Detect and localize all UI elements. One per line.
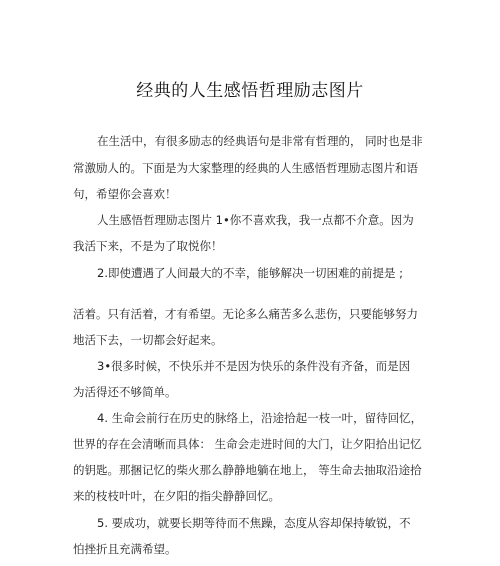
- paragraph-line: 句，希望你会喜欢！: [73, 187, 177, 201]
- paragraph-line: 3•很多时候，不快乐并不是因为快乐的条件没有齐备，而是因: [97, 359, 411, 373]
- paragraph-line: 4. 生命会前行在历史的脉络上，沿途拾起一枝一叶，留待回忆，: [97, 411, 423, 425]
- paragraph-line: 的钥匙。那捆记忆的柴火那么静静地躺在地上， 等生命去抽取沿途拾: [73, 463, 422, 477]
- document-title: 经典的人生感悟哲理励志图片: [136, 81, 364, 101]
- paragraph-line: 活着。只有活着，才有希望。无论多么痛苦多么悲伤，只要能够努力: [73, 307, 418, 321]
- paragraph-line: 怕挫折且充满希望。: [73, 542, 177, 556]
- paragraph-line: 我活下来，不是为了取悦你！: [73, 239, 223, 253]
- paragraph-line: 2.即使遭遇了人间最大的不幸，能够解决一切困难的前提是 ;: [97, 266, 403, 280]
- paragraph-line: 在生活中，有很多励志的经典语句是非常有哲理的， 同时也是非: [97, 134, 423, 148]
- paragraph-line: 人生感悟哲理励志图片 1•你不喜欢我，我一点都不介意。因为: [97, 213, 414, 227]
- paragraph-line: 世界的存在会清晰而具体： 生命会走进时间的大门，让夕阳拾出记忆: [73, 437, 422, 451]
- paragraph-line: 地活下去，一切都会好起来。: [73, 333, 223, 347]
- paragraph-line: 常激励人的。下面是为大家整理的经典的人生感悟哲理励志图片和语: [73, 161, 418, 175]
- paragraph-line: 来的枝枝叶叶，在夕阳的指尖静静回忆。: [73, 489, 280, 503]
- paragraph-line: 为活得还不够简单。: [73, 385, 177, 399]
- paragraph-line: 5. 要成功，就要长期等待而不焦躁，态度从容却保持敏锐，不: [97, 516, 411, 530]
